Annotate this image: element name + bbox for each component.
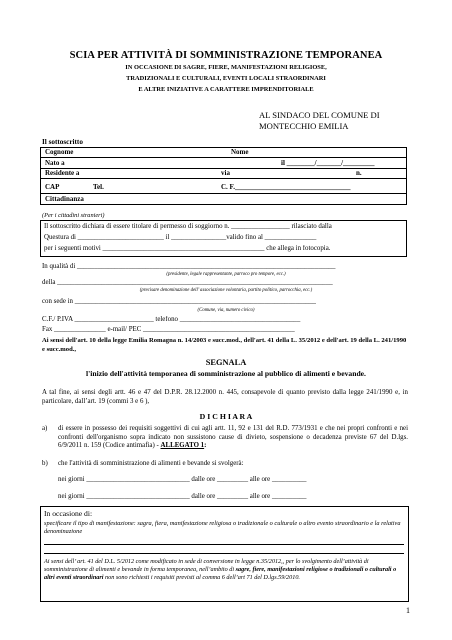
item-a-label: a) [42, 425, 48, 432]
nato-a-label: Nato a [45, 159, 65, 167]
fax-email-field[interactable]: Fax _______________ e-mail/ PEC ____________________________________________ [42, 326, 295, 333]
sede-field[interactable]: con sede in ______________________________________________________________________ [42, 298, 316, 305]
item-b-text: che l'attività di somministrazione di alimenti e bevande si svolgerà: [58, 460, 244, 467]
occasion-box [40, 506, 409, 602]
segnala-text: l'inizio dell'attività temporanea di somministrazione al pubblico di alimenti e bevande. [86, 369, 366, 378]
allegato-1-link[interactable]: ALLEGATO 1 [160, 442, 205, 450]
cognome-label: Cognome [45, 148, 74, 156]
item-b-label: b) [42, 460, 48, 467]
cf-field[interactable]: C. F._________________________________ [221, 183, 351, 191]
signatory-heading: Il sottoscritto [42, 138, 83, 146]
della-note: (precisare denominazione dell’ associazione volontaria, partito politico, parrocchia, ecc.) [139, 288, 313, 293]
dichiara-heading: D I C H I A R A [199, 412, 253, 421]
nome-label: Nome [231, 148, 249, 156]
foreigners-heading: (Per i cittadini stranieri) [42, 212, 105, 219]
document-subtitle-1: IN OCCASIONE DI SAGRE, FIERE, MANIFESTAZIONI RELIGIOSE, [125, 64, 327, 71]
cf-piva-field[interactable]: C.F./ P.IVA _______________________ telefono ___________________________________ [42, 316, 301, 323]
tel-label: Tel. [93, 183, 104, 191]
item-a-text: di essere in possesso dei requisiti soggettivi di cui agli artt. 11, 92 e 131 del R.D. 773/1931 e che nei propri confronti e nei confronti dell'organismo sopra indicato non sussistono cause di divieto, sospensione o decadenza previste 67 del D.lgs. 6/9/2011 n. 159 (Codice antimafia) - ALLEGATO 1: [58, 425, 408, 450]
occasion-instruction: specificare il tipo di manifestazione: sagra, fiera, manifestazione religiosa o tradizionale o culturale o altro evento straordinario e la relativa denominazione [44, 520, 401, 535]
motivi-line[interactable]: per i seguenti motivi _______________________________________________ che allega in fotocopia. [44, 245, 331, 252]
document-title: SCIA PER ATTIVITÀ DI SOMMINISTRAZIONE TEMPORANEA [69, 50, 383, 61]
recipient-line-2: MONTECCHIO EMILIA [259, 121, 349, 131]
item-a-body: di essere in possesso dei requisiti soggettivi di cui agli artt. 11, 92 e 131 del R.D. 773/1931 e che nei propri confronti e nei confronti dell'organismo sopra indicato non sussistono cause di divieto, sospensione o decadenza previste 67 del D.lgs. 6/9/2011 n. 159 (Codice antimafia) - [58, 425, 408, 450]
document-subtitle-2: TRADIZIONALI E CULTURALI, EVENTI LOCALI STRAORDINARI [126, 75, 326, 82]
foreigners-box [40, 220, 407, 257]
segnala-heading: SEGNALA [205, 358, 247, 367]
occasion-input-line-1[interactable] [44, 544, 404, 545]
days-row-2[interactable]: nei giorni ______________________________ dalle ore _________ alle ore __________ [58, 493, 307, 500]
page-number: 1 [406, 606, 410, 615]
cap-label: CAP [45, 183, 60, 191]
della-field[interactable]: della ________________________________________________________________________________ [42, 279, 333, 286]
residente-a-label: Residente a [45, 169, 80, 177]
numero-label: n. [356, 169, 362, 177]
questura-line[interactable]: Questura di _________________________ il ________________valido fino al _______________ [44, 234, 317, 241]
body-text: A tal fine, ai sensi degli artt. 46 e 47 del D.P.R. 28.12.2000 n. 445, consapevole di quanto previsto dalla legge 241/1990 e, in particolare, dall’art. 19 (commi 3 e 6 ), [42, 389, 408, 405]
recipient-line-1: AL SINDACO DEL COMUNE DI [259, 110, 380, 120]
signatory-table [40, 147, 407, 205]
permit-line[interactable]: Il sottoscritto dichiara di essere titolare di permesso di soggiorno n. _________________ rilasciato dalla [44, 223, 332, 230]
occasion-input-line-2[interactable] [44, 553, 404, 554]
sede-note: (Comune, via, numero civico) [197, 308, 255, 313]
occasion-heading: In occasione di: [44, 509, 93, 518]
birth-date-field[interactable]: il ________/_______/_________ [281, 159, 375, 167]
document-subtitle-3: E ALTRE INIZIATIVE A CARATTERE IMPRENDITORIALE [138, 86, 314, 93]
via-label: via [221, 169, 230, 177]
in-qualita-note: (presidente, legale rappresentante, parroco pro tempore, ecc.) [166, 272, 286, 277]
occasion-note: Ai sensi dell’ art. 41 del D.L. 5/2012 come modificato in sede di conversione in legge n.35/2012,, per lo svolgimento dell’attività di somministrazione di alimenti e bevande in forma temporanea, nell’ambito di sagre, fiere, manifestazioni religiose o tradizionali o culturali o altri eventi straordinari non sono richiesti i requisiti previsti al comma 6 dell’art 71 del D.lgs.59/2010. [44, 558, 397, 581]
days-row-1[interactable]: nei giorni ______________________________ dalle ore _________ alle ore __________ [58, 476, 307, 483]
legal-reference: Ai sensi dell'art. 10 della legge Emilia Romagna n. 14/2003 e succ.mod., dell'art. 41 della L. 35/2012 e dell'art. 19 della L. 241/1990 e succ.mod., [42, 337, 407, 353]
in-qualita-field[interactable]: In qualità di ___________________________________________________________________________ [42, 263, 336, 270]
cittadinanza-label: Cittadinanza [45, 195, 84, 203]
